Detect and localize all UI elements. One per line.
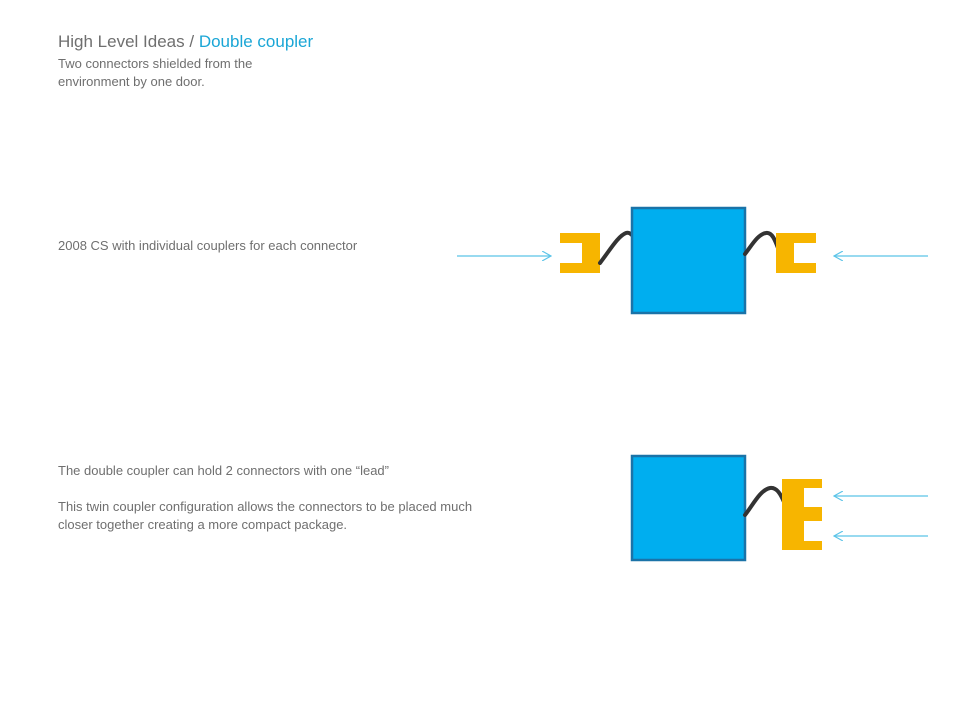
title-separator: /	[184, 32, 199, 51]
enclosure-box-bottom	[632, 456, 745, 560]
section2-line1: The double coupler can hold 2 connectors with one “lead”	[58, 463, 389, 478]
cable-double	[745, 488, 784, 515]
enclosure-box-top	[632, 208, 745, 313]
connector-right	[776, 233, 816, 273]
section2-line2: This twin coupler configuration allows the connectors to be placed much closer together creating a more compact package.	[58, 499, 473, 532]
diagram-double-coupler	[632, 456, 928, 560]
connector-left	[560, 233, 600, 273]
title-accent: Double coupler	[198, 32, 314, 51]
cable-left	[600, 233, 633, 263]
diagram-individual-couplers	[457, 208, 928, 313]
cable-right	[745, 233, 778, 254]
page-subtitle: Two connectors shielded from the environment by one door.	[58, 56, 253, 89]
title-prefix: High Level Ideas	[58, 32, 185, 51]
section1-description: 2008 CS with individual couplers for each connector	[58, 238, 358, 253]
connector-double	[782, 479, 822, 550]
